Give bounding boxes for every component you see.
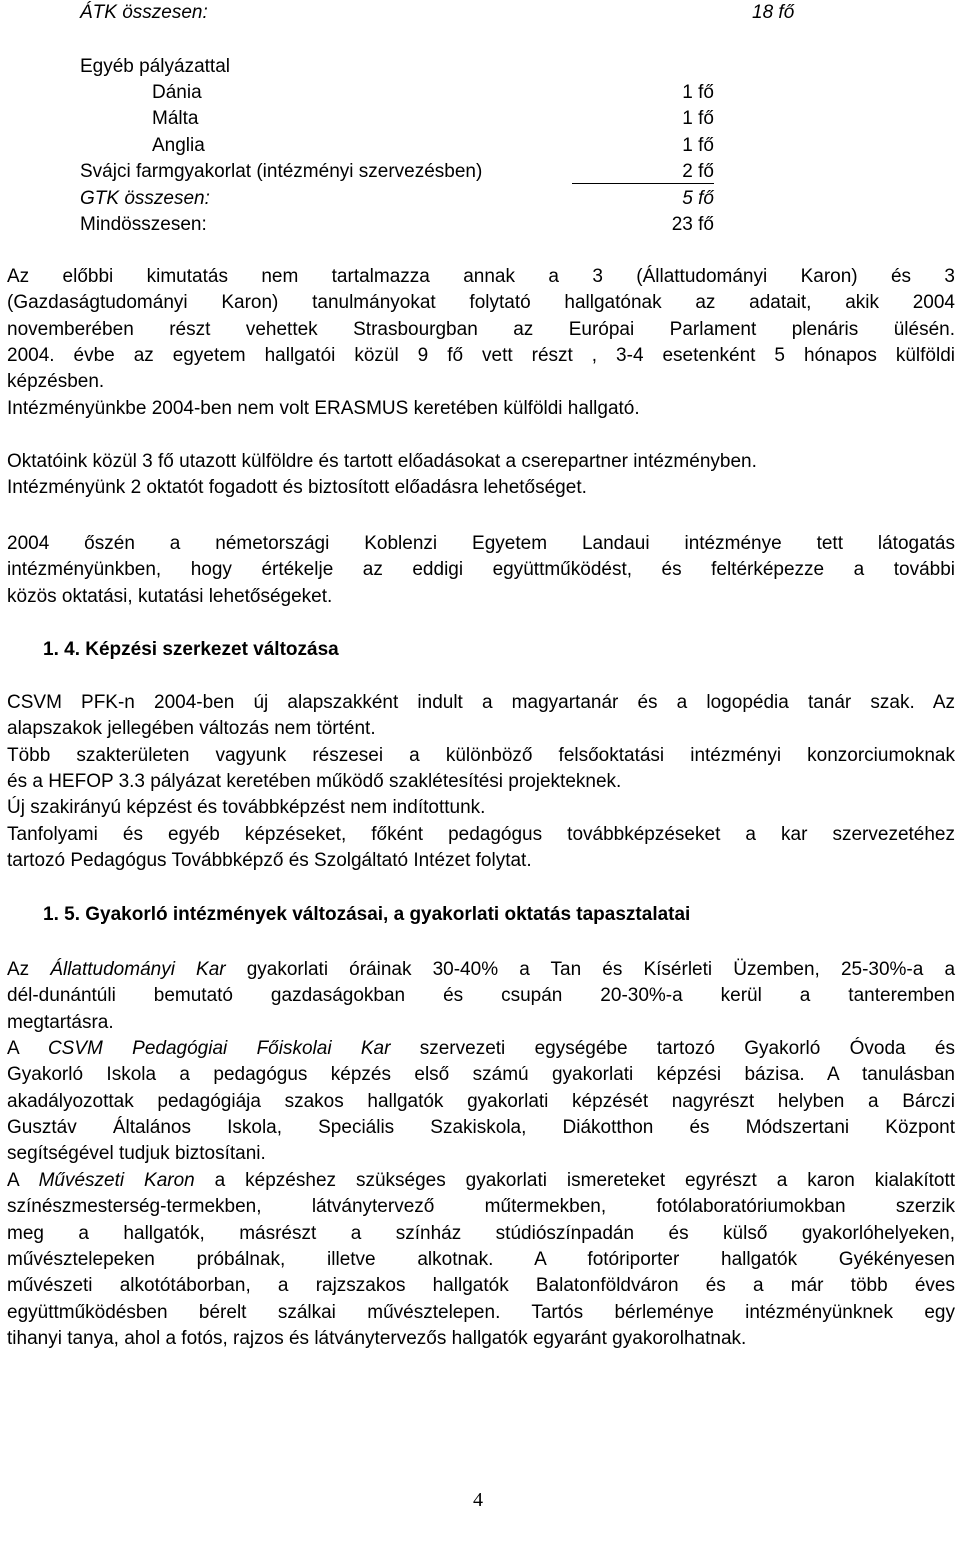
row-value-dania: 1 fő [682,82,714,103]
paragraph-line: Az Állattudományi Kar gyakorlati óráinak 30-40% a Tan és Kísérleti Üzemben, 25-30%-a a [7,959,956,980]
row-label-svajc: Svájci farmgyakorlat (intézményi szervezésben) [80,161,483,182]
paragraph-line: Oktatóink közül 3 fő utazott külföldre és tartott előadásokat a cserepartner intézményben. [7,451,757,472]
paragraph-line: színészmesterség-termekben, látványtervező műtermekben, fotólaboratóriumokban szerzik [7,1196,955,1217]
paragraph-line: együttműködésben bérelt szálkai művésztelepen. Tartós bérleménye intézményünknek egy [7,1302,955,1323]
paragraph-line: akadályozottak pedagógiája szakos hallgatók gyakorlati képzését nagyrészt helyben a Bárczi [7,1091,955,1112]
paragraph-line: (Gazdaságtudományi Karon) tanulmányokat folytató hallgatónak az adatait, akik 2004 [7,292,955,313]
paragraph-line: A CSVM Pedagógiai Főiskolai Kar szervezeti egységébe tartozó Gyakorló Óvoda és [7,1038,955,1059]
paragraph-line: tartozó Pedagógus Továbbképző és Szolgáltató Intézet folytat. [7,850,532,871]
sum-rule [572,183,714,184]
paragraph-line: művészeti alkotótáborban, a rajzszakos hallgatók Balatonföldváron és a már több éves [7,1275,955,1296]
paragraph-line: Több szakterületen vagyunk részesei a különböző felsőoktatási intézményi konzorciumoknak [7,745,955,766]
paragraph-line: meg a hallgatók, másrészt a színház stúdiószínpadán és külső gyakorlóhelyeken, [7,1223,955,1244]
paragraph-line: A Művészeti Karon a képzéshez szükséges gyakorlati ismereteket egyrészt a karon kialakított [7,1170,955,1191]
paragraph-line: Tanfolyami és egyéb képzéseket, főként pedagógus továbbképzéseket a kar szervezetéhez [7,824,955,845]
paragraph-line: CSVM PFK-n 2004-ben új alapszakként indult a magyartanár és a logopédia tanár szak. Az [7,692,955,713]
grand-total-label: Mindösszesen: [80,214,207,235]
paragraph-line: tihanyi tanya, ahol a fotós, rajzos és látványtervezős hallgatók egyaránt gyakorolhatnak. [7,1328,747,1349]
atk-total-value: 18 fő [752,2,795,23]
paragraph-line: és a HEFOP 3.3 pályázat keretében működő szaklétesítési projekteknek. [7,771,622,792]
paragraph-line: segítségével tudjuk biztosítani. [7,1143,266,1164]
atk-total-label: ÁTK összesen: [80,2,208,23]
row-label-dania: Dánia [152,82,202,103]
paragraph-line: 2004. évbe az egyetem hallgatói közül 9 fő vett részt , 3-4 esetenként 5 hónapos külföldi [7,345,955,366]
grand-total-value: 23 fő [671,214,714,235]
paragraph-line: Gyakorló Iskola a pedagógus képzés első számú gyakorlati képzési bázisa. A tanulásban [7,1064,955,1085]
row-label-malta: Málta [152,108,199,129]
section-heading-1-5: 1. 5. Gyakorló intézmények változásai, a gyakorlati oktatás tapasztalatai [43,904,691,925]
paragraph-line: Gusztáv Általános Iskola, Speciális Szakiskola, Diákotthon és Módszertani Központ [7,1117,955,1138]
paragraph-line: képzésben. [7,371,105,392]
paragraph-line: művésztelepeken próbálnak, illetve alkotnak. A fotóriporter hallgatók Gyékényesen [7,1249,955,1270]
paragraph-line: dél-dunántúli bemutató gazdaságokban és csupán 20-30%-a kerül a tanteremben [7,985,955,1006]
paragraph-line: Intézményünk 2 oktatót fogadott és biztosított előadásra lehetőséget. [7,477,587,498]
page-number: 4 [473,1489,483,1511]
row-label-anglia: Anglia [152,135,205,156]
egyeb-label: Egyéb pályázattal [80,56,230,77]
paragraph-line: novemberében részt vehettek Strasbourgban az Európai Parlament plenáris ülésén. [7,319,955,340]
paragraph-line: megtartásra. [7,1012,114,1033]
paragraph-line: 2004 őszén a németországi Koblenzi Egyetem Landaui intézménye tett látogatás [7,533,955,554]
paragraph-line: közös oktatási, kutatási lehetőségeket. [7,586,333,607]
paragraph-line: Új szakirányú képzést és továbbképzést nem indítottunk. [7,797,486,818]
row-value-malta: 1 fő [682,108,714,129]
paragraph-line: Az előbbi kimutatás nem tartalmazza annak a 3 (Állattudományi Karon) és 3 [7,266,955,287]
gtk-total-value: 5 fő [682,188,714,209]
paragraph-line: intézményünkben, hogy értékelje az eddigi együttműködést, és feltérképezze a további [7,559,955,580]
section-heading-1-4: 1. 4. Képzési szerkezet változása [43,639,339,660]
row-value-svajc: 2 fő [682,161,714,182]
paragraph-line: Intézményünkbe 2004-ben nem volt ERASMUS keretében külföldi hallgató. [7,398,640,419]
row-value-anglia: 1 fő [682,135,714,156]
paragraph-line: alapszakok jellegében változás nem történt. [7,718,376,739]
gtk-total-label: GTK összesen: [80,188,210,209]
